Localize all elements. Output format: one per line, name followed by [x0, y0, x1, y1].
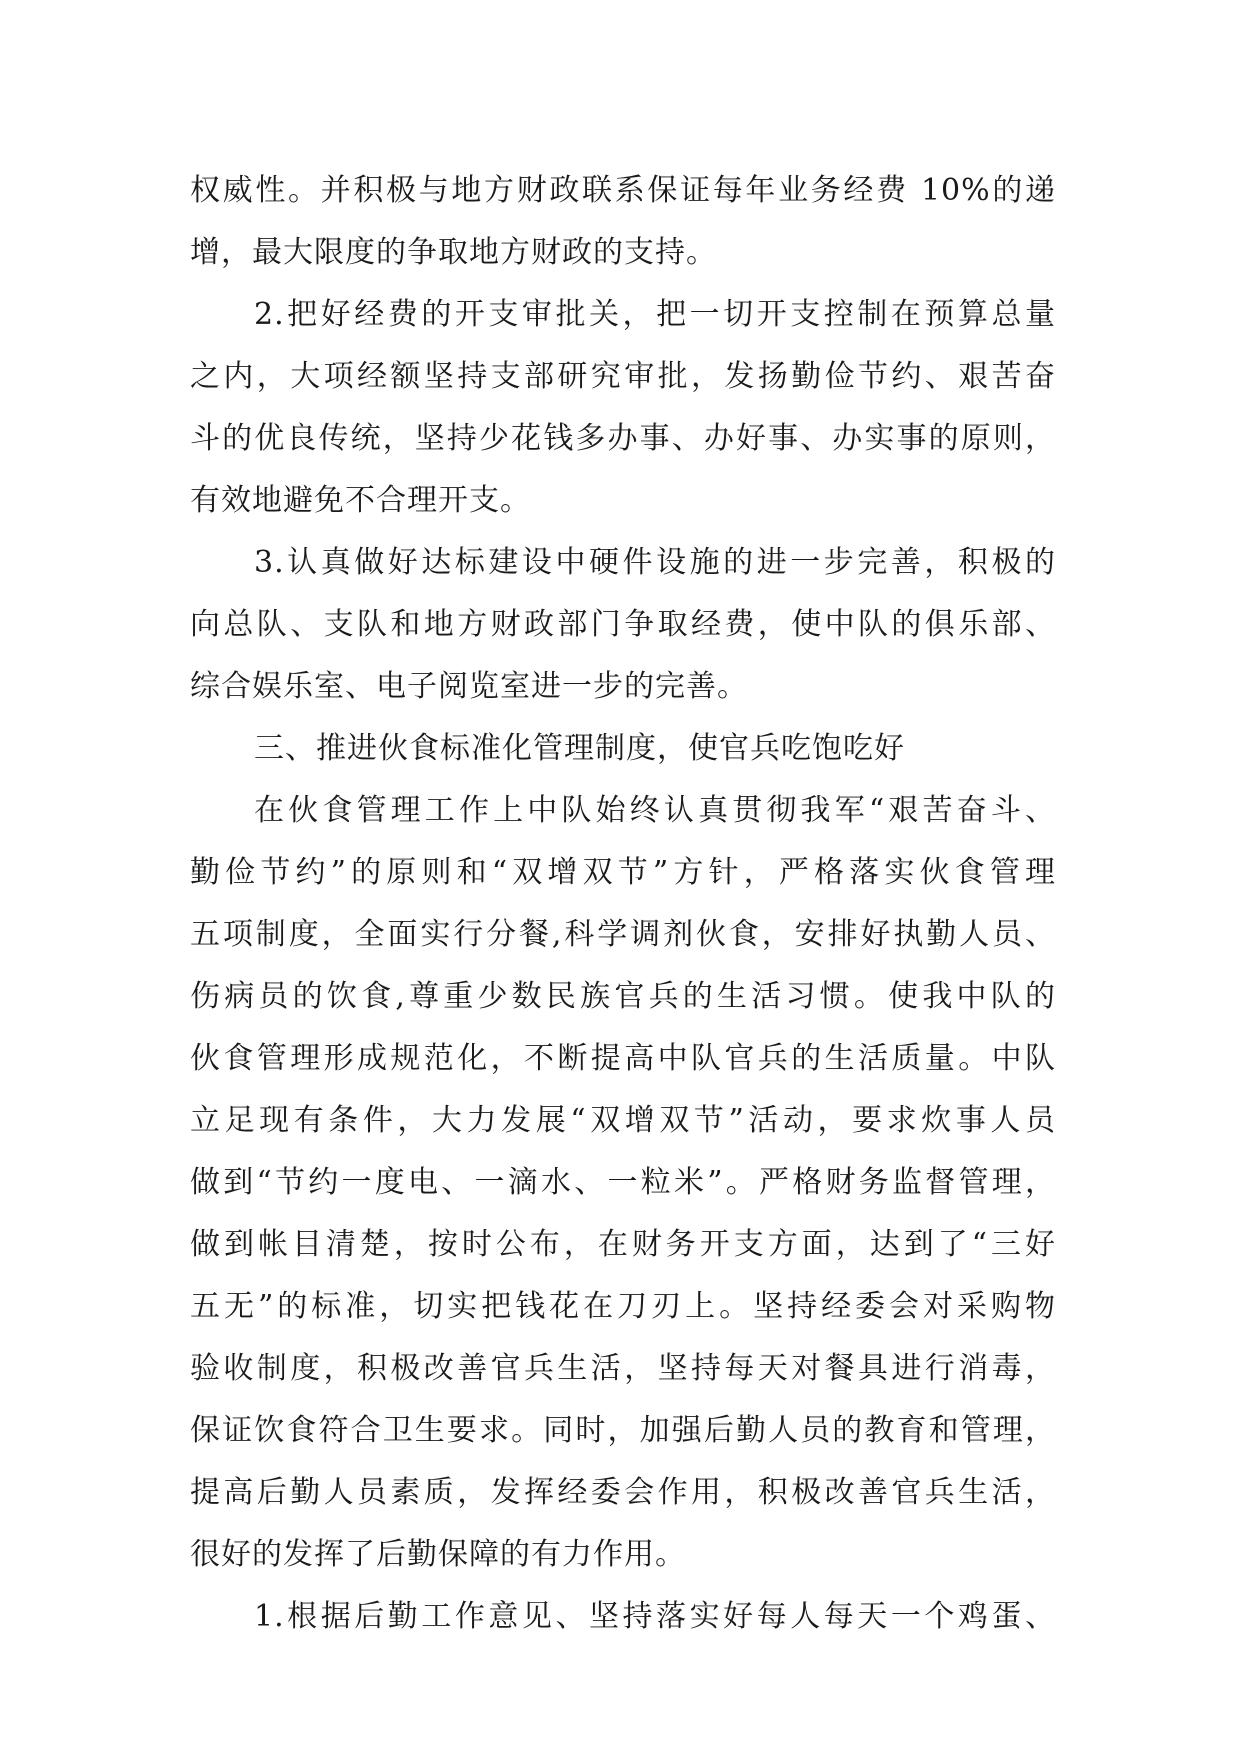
text-line-7: 3.认真做好达标建设中硬件设施的进一步完善，积极的	[254, 545, 1056, 580]
text-line-23: 很好的发挥了后勤保障的有力作用。	[190, 1537, 686, 1572]
text-line-20: 验收制度，积极改善官兵生活，坚持每天对餐具进行消毒，	[190, 1351, 1056, 1386]
section-heading: 三、推进伙食标准化管理制度，使官兵吃饱吃好	[254, 731, 905, 766]
text-line-2: 增，最大限度的争取地方财政的支持。	[190, 235, 717, 270]
text-line-1: 权威性。并积极与地方财政联系保证每年业务经费 10%的递	[190, 173, 1056, 208]
text-line-4: 之内，大项经额坚持支部研究审批，发扬勤俭节约、艰苦奋	[190, 359, 1056, 394]
document-body	[190, 160, 1056, 1648]
text-line-8: 向总队、支队和地方财政部门争取经费，使中队的俱乐部、	[190, 607, 1056, 642]
text-line-16: 立足现有条件，大力发展“双增双节”活动，要求炊事人员	[190, 1103, 1056, 1138]
text-line-19: 五无”的标准，切实把钱花在刀刃上。坚持经委会对采购物	[190, 1289, 1056, 1324]
text-line-3: 2.把好经费的开支审批关，把一切开支控制在预算总量	[254, 297, 1056, 332]
text-line-5: 斗的优良传统，坚持少花钱多办事、办好事、办实事的原则，	[190, 421, 1056, 456]
text-line-22: 提高后勤人员素质，发挥经委会作用，积极改善官兵生活，	[190, 1475, 1056, 1510]
text-line-12: 勤俭节约”的原则和“双增双节”方针，严格落实伙食管理	[190, 855, 1056, 890]
text-line-13: 五项制度，全面实行分餐,科学调剂伙食，安排好执勤人员、	[190, 917, 1056, 952]
text-line-11: 在伙食管理工作上中队始终认真贯彻我军“艰苦奋斗、	[254, 793, 1056, 828]
text-line-9: 综合娱乐室、电子阅览室进一步的完善。	[190, 669, 748, 704]
text-line-14: 伤病员的饮食,尊重少数民族官兵的生活习惯。使我中队的	[190, 979, 1056, 1014]
text-line-24: 1.根据后勤工作意见、坚持落实好每人每天一个鸡蛋、	[254, 1599, 1056, 1634]
text-line-17: 做到“节约一度电、一滴水、一粒米”。严格财务监督管理，	[190, 1165, 1056, 1200]
text-line-6: 有效地避免不合理开支。	[190, 483, 531, 518]
text-line-21: 保证饮食符合卫生要求。同时，加强后勤人员的教育和管理，	[190, 1413, 1056, 1448]
text-line-15: 伙食管理形成规范化，不断提高中队官兵的生活质量。中队	[190, 1041, 1056, 1076]
text-line-18: 做到帐目清楚，按时公布，在财务开支方面，达到了“三好	[190, 1227, 1056, 1262]
